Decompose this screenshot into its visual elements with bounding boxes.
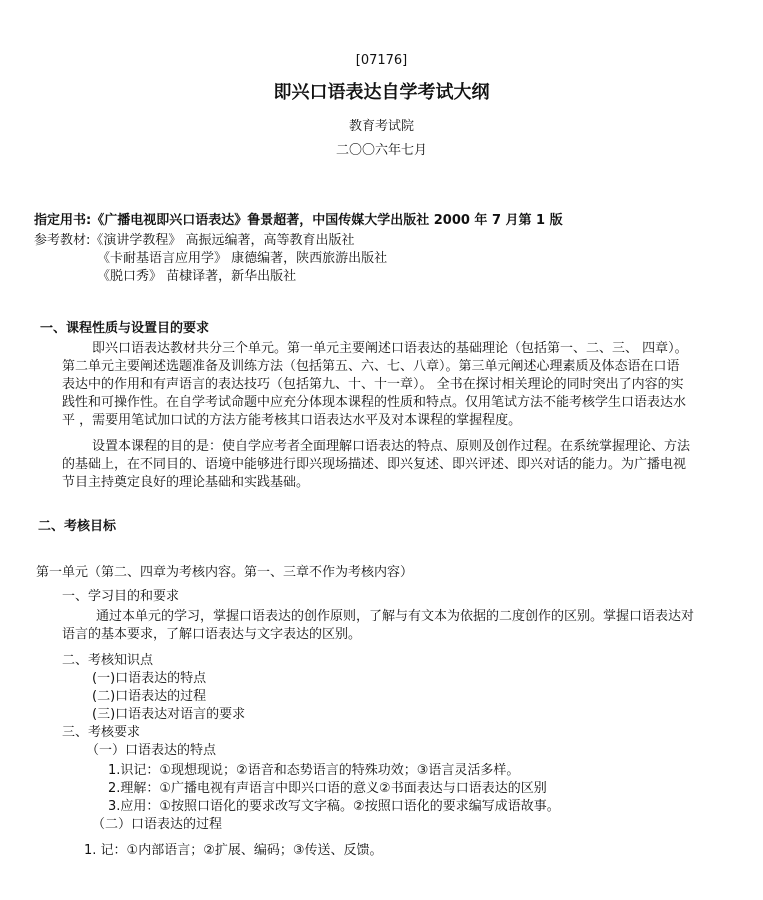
document-code: [07176]	[355, 53, 408, 68]
issue-date: 二〇〇六年七月	[335, 143, 427, 158]
issuing-organization: 教育考试院	[348, 119, 414, 134]
requirement-item: 2.理解：①广播电视有声语言中即兴口语的意义②书面表达与口语表达的区别	[108, 781, 547, 796]
reference-book-1	[34, 232, 355, 250]
paragraph-line: 节目主持奠定良好的理论基础和实践基础。	[62, 475, 310, 490]
paragraph-line: 设置本课程的目的是：使自学应考者全面理解口语表达的特点、原则及创作过程。在系统掌握理论、方法	[92, 439, 691, 454]
reference-label: 参考教材:	[34, 233, 91, 248]
requirement-item: 1. 记：①内部语言；②扩展、编码；③传送、反馈。	[84, 843, 383, 858]
paragraph-line: 的基础上，在不同目的、语境中能够进行即兴现场描述、即兴复述、即兴评述、即兴对话的能力。为广播电视	[62, 457, 687, 472]
paragraph-line: 语言的基本要求，了解口语表达与文字表达的区别。	[62, 627, 362, 642]
document-title: 即兴口语表达自学考试大纲	[273, 82, 490, 103]
paragraph-line: 平 ，需要用笔试加口试的方法方能考核其口语表达水平及对本课程的掌握程度。	[62, 413, 522, 428]
knowledge-point: (一)口语表达的特点	[92, 671, 207, 686]
subsection-heading: 三、考核要求	[62, 725, 141, 740]
paragraph-line: 即兴口语表达教材共分三个单元。第一单元主要阐述口语表达的基础理论（包括第一、二、三、 四章）。	[92, 341, 688, 356]
knowledge-point: (二)口语表达的过程	[92, 689, 207, 704]
paragraph-line: 第二单元主要阐述选题准备及训练方法（包括第五、六、七、八章）。第三单元阐述心理素质及体态语在口语	[62, 359, 680, 374]
section-heading-assessment-goals: 二、考核目标	[38, 519, 117, 534]
designated-book-label: 指定用书:	[34, 213, 92, 228]
requirement-item: 3.应用：①按照口语化的要求改写文字稿。②按照口语化的要求编写成语故事。	[108, 799, 560, 814]
section-heading-course-nature: 一、课程性质与设置目的要求	[40, 321, 210, 336]
subsection-heading: 一、学习目的和要求	[62, 589, 180, 604]
paragraph-line: 表达中的作用和有声语言的表达技巧（包括第九、十、十一章）。 全书在探讨相关理论的同时突出了内容的实	[62, 377, 684, 392]
designated-book	[34, 212, 563, 230]
unit-title: 第一单元（第二、四章为考核内容。第一、三章不作为考核内容）	[36, 565, 414, 580]
knowledge-point: (三)口语表达对语言的要求	[92, 707, 246, 722]
designated-book-text: 《广播电视即兴口语表达》鲁景超著，中国传媒大学出版社 2000 年 7 月第 1 版	[91, 213, 563, 228]
requirement-heading: （二）口语表达的过程	[92, 817, 223, 832]
requirement-item: 1.识记：①现想现说；②语音和态势语言的特殊功效；③语言灵活多样。	[108, 763, 520, 778]
reference-book-2: 《卡耐基语言应用学》 康德编著，陕西旅游出版社	[97, 251, 388, 266]
reference-text: 《演讲学教程》 高振远编著，高等教育出版社	[90, 233, 355, 248]
reference-book-3: 《脱口秀》 苗棣译著，新华出版社	[97, 269, 297, 284]
requirement-heading: （一）口语表达的特点	[86, 743, 217, 758]
paragraph-line: 通过本单元的学习，掌握口语表达的创作原则，了解与有文本为依据的二度创作的区别。掌握口语表达对	[96, 609, 695, 624]
subsection-heading: 二、考核知识点	[62, 653, 154, 668]
paragraph-line: 践性和可操作性。在自学考试命题中应充分体现本课程的性质和特点。仅用笔试方法不能考核学生口语表达水	[62, 395, 687, 410]
